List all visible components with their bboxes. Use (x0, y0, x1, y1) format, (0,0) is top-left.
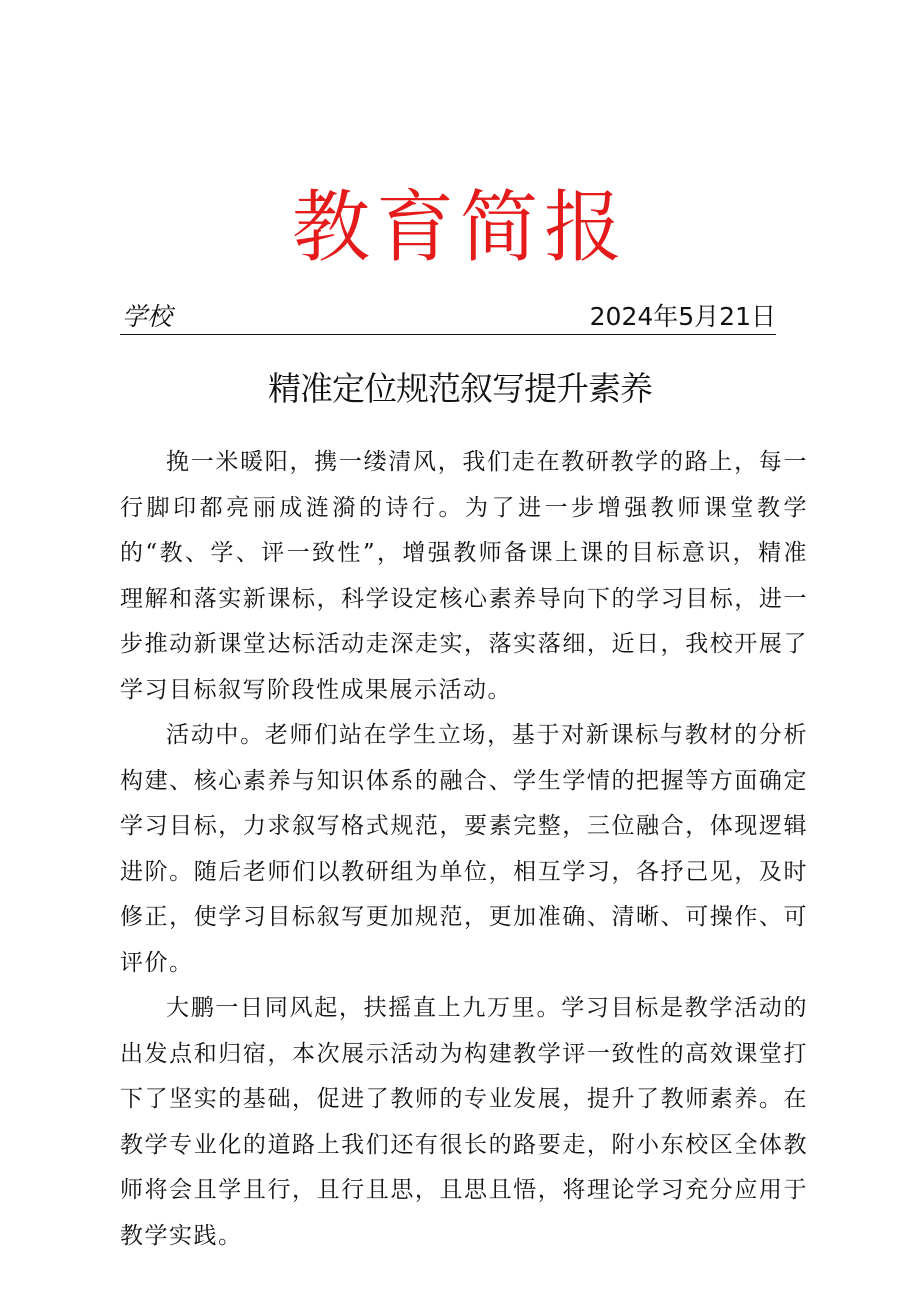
school-label: 学校 (122, 302, 173, 331)
meta-line (120, 300, 776, 335)
article-body (120, 440, 808, 1259)
paragraph-1: 挽一米暖阳，携一缕清风，我们走在教研教学的路上，每一行脚印都亮丽成涟漪的诗行。为了进一步增强教师课堂教学的“教、学、评一致性”，增强教师备课上课的目标意识，精准理解和落实新课标，科学设定核心素养导向下的学习目标，进一步推动新课堂达标活动走深走实，落实落细，近日，我校开展了学习目标叙写阶段性成果展示活动。 (120, 449, 808, 703)
paragraph-3: 大鹏一日同风起，扶摇直上九万里。学习目标是教学活动的出发点和归宿，本次展示活动为构建教学评一致性的高效课堂打下了坚实的基础，促进了教师的专业发展，提升了教师素养。在教学专业化的道路上我们还有很长的路要走，附小东校区全体教师将会且学且行，且行且思，且思且悟，将理论学习充分应用于教学实践。 (120, 995, 808, 1249)
masthead-title: 教育简报 (291, 183, 628, 273)
issue-date: 2024年5月21日 (589, 302, 776, 331)
article-headline: 精准定位规范叙写提升素养 (268, 369, 652, 408)
paragraph-2: 活动中。老师们站在学生立场，基于对新课标与教材的分析构建、核心素养与知识体系的融合、学生学情的把握等方面确定学习目标，力求叙写格式规范，要素完整，三位融合，体现逻辑进阶。随后老师们以教研组为单位，相互学习，各抒己见，及时修正，使学习目标叙写更加规范，更加准确、清晰、可操作、可评价。 (120, 722, 808, 976)
